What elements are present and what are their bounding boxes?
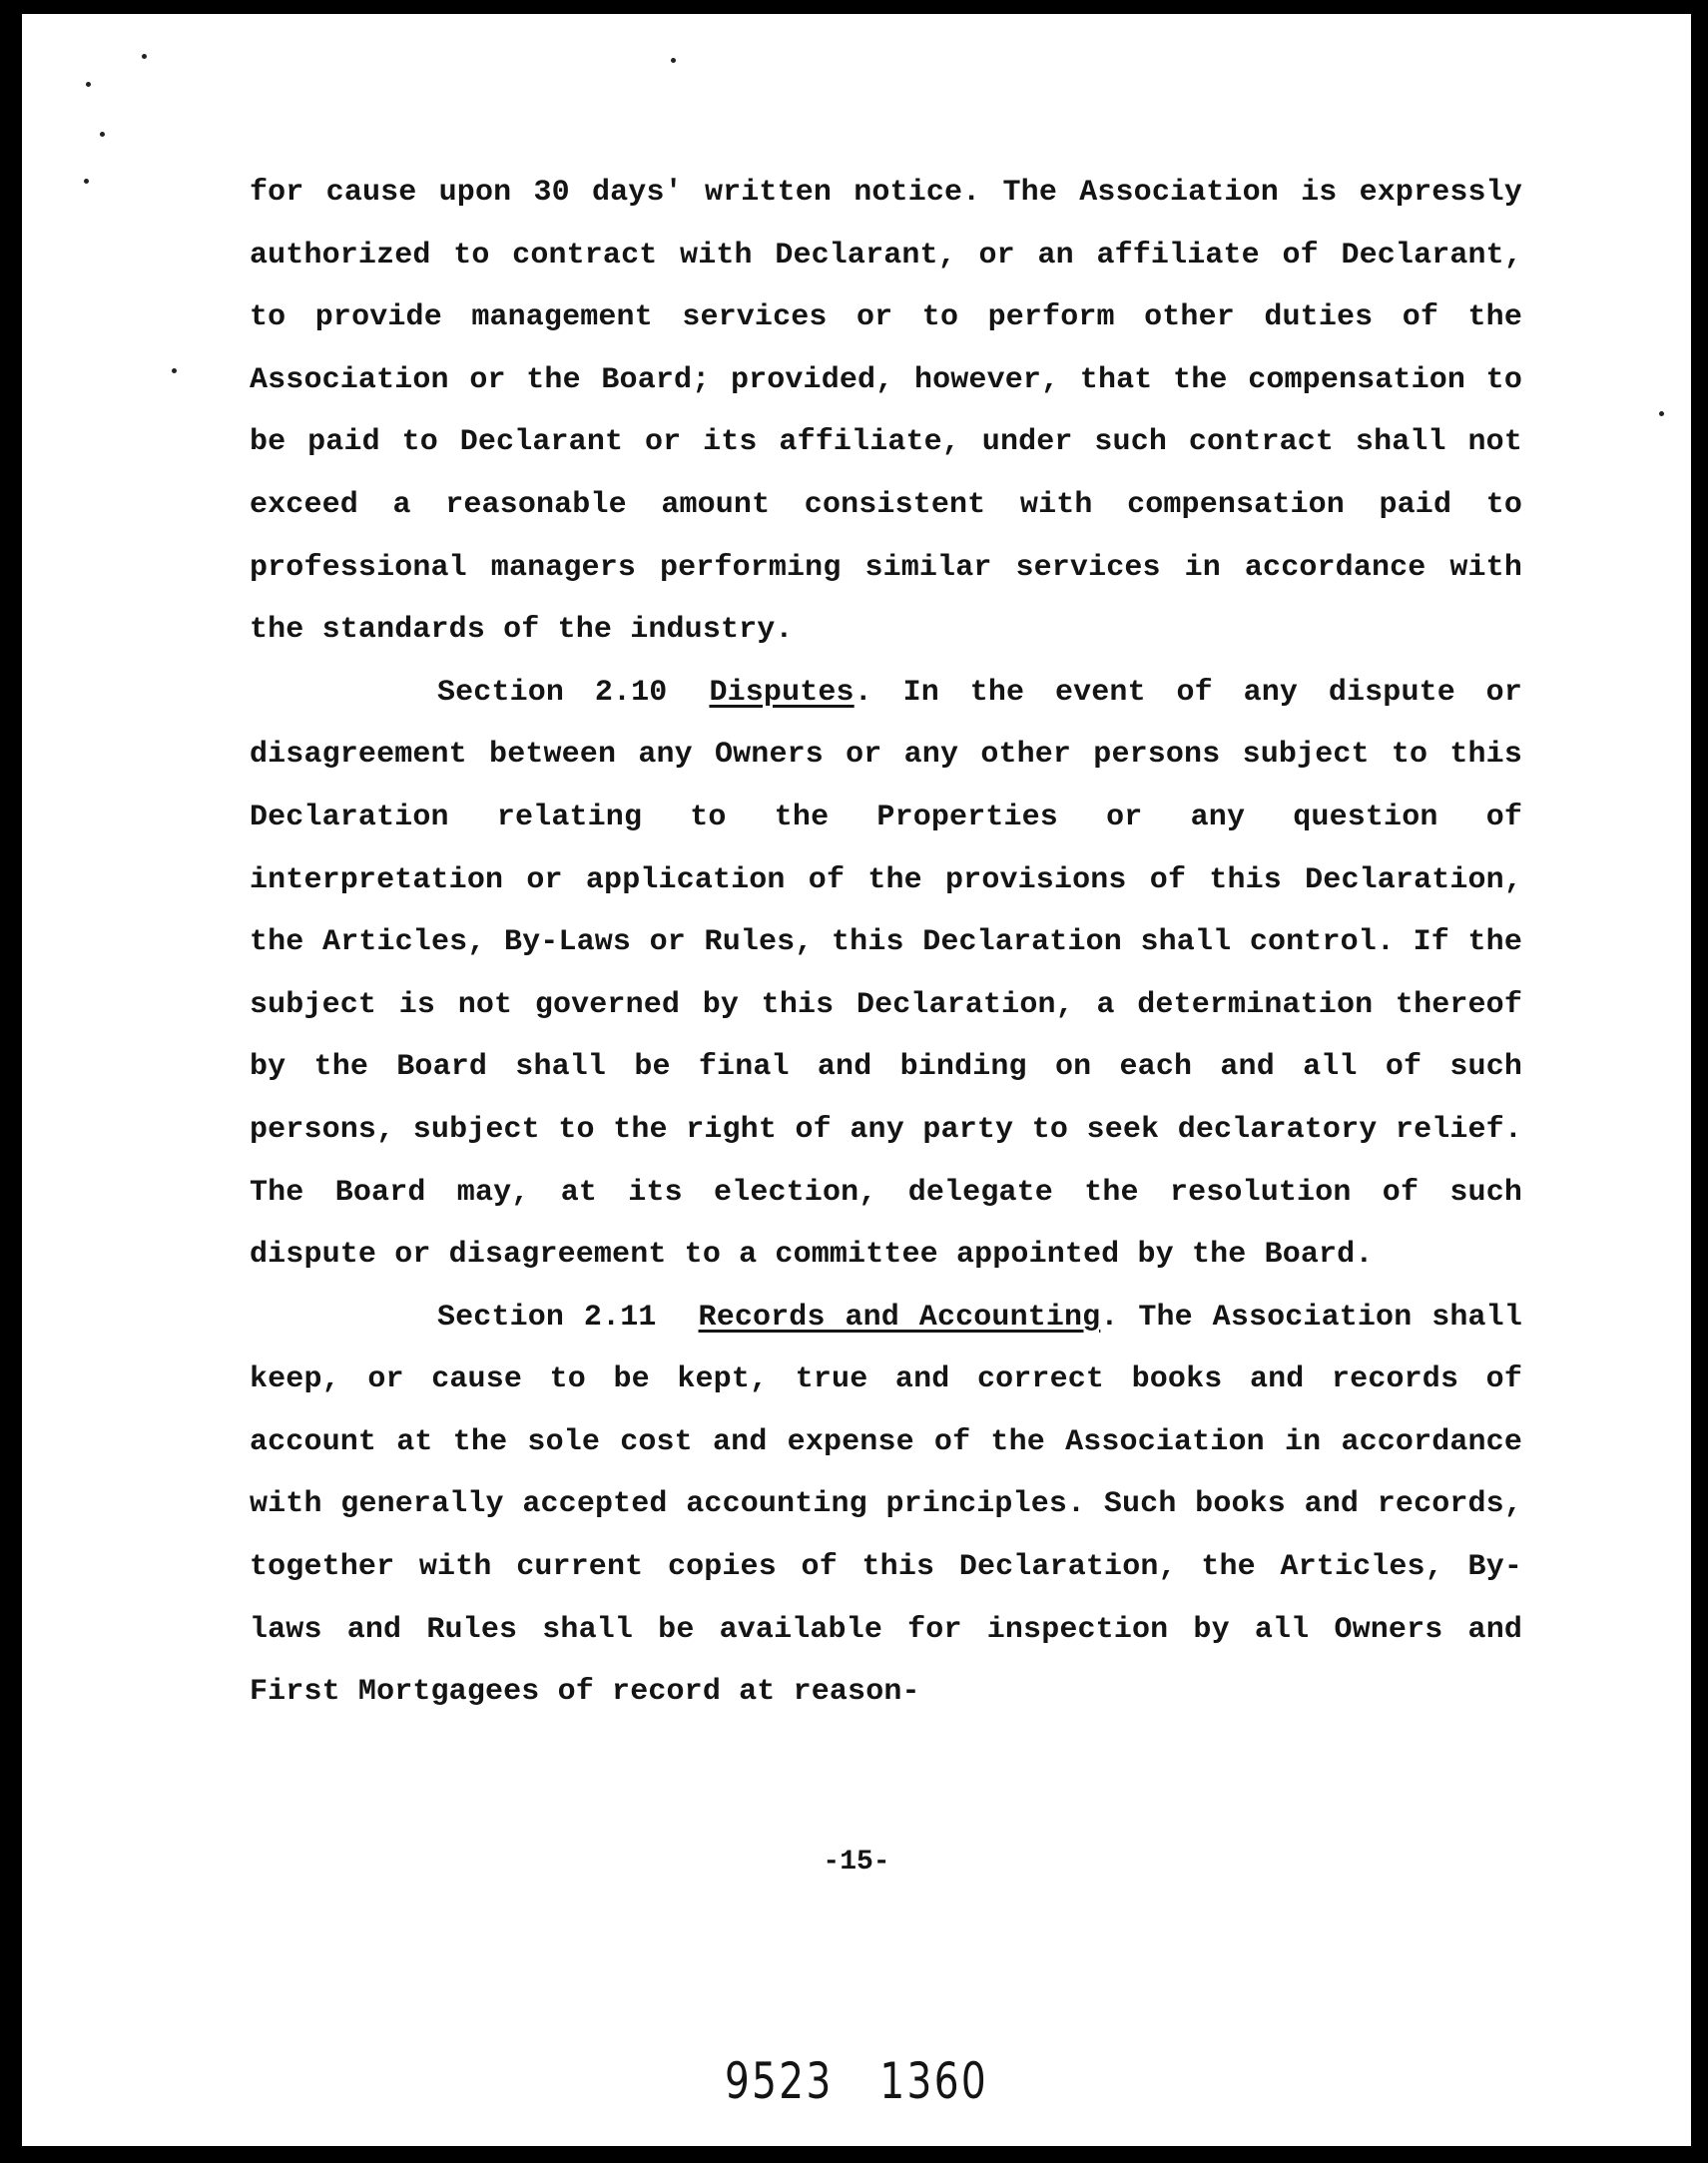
scan-speck	[1659, 411, 1664, 416]
scan-speck	[142, 54, 147, 59]
section-2-10	[250, 662, 1522, 1287]
stamp-right: 1360	[879, 2052, 989, 2110]
section-heading-records-and-accounting: Records and Accounting	[698, 1300, 1101, 1335]
scan-speck	[86, 82, 91, 87]
scan-speck	[84, 179, 89, 184]
section-heading-disputes: Disputes	[709, 675, 854, 710]
section-body: . In the event of any dispute or disagreement between any Owners or any other persons subject to this Declaration relating to the Properties or any question of interpretation or application of the provisions of this Declaration, the Articles, By-Laws or Rules, this Declaration shall control. If the subject is not governed by this Declaration, a determination thereof by the Board shall be final and binding on each and all of such persons, subject to the right of any party to seek declaratory relief. The Board may, at its election, delegate the resolution of such dispute or disagreement to a committee appointed by the Board.	[250, 675, 1522, 1273]
section-number: Section 2.10	[437, 675, 668, 710]
section-number: Section 2.11	[437, 1300, 657, 1335]
scan-speck	[172, 368, 177, 373]
document-body	[250, 162, 1522, 1724]
section-body: . The Association shall keep, or cause to be kept, true and correct books and records of account at the sole cost and expense of the Association in accordance with generally accepted accounting principles. Such books and records, together with current copies of this Declaration, the Articles, By-laws and Rules shall be available for inspection by all Owners and First Mortgagees of record at reason-	[250, 1300, 1522, 1710]
scan-speck	[100, 132, 105, 137]
scan-speck	[671, 58, 676, 63]
stamp-left: 9523	[724, 2052, 834, 2110]
document-page	[22, 14, 1691, 2146]
section-2-11	[250, 1287, 1522, 1724]
paragraph-continuation: for cause upon 30 days' written notice. The Association is expressly authorized to contract with Declarant, or an affiliate of Declarant, to provide management services or to perform other duties of the Association or the Board; provided, however, that the compensation to be paid to Declarant or its affiliate, under such contract shall not exceed a reasonable amount consistent with compensation paid to professional managers performing similar services in accordance with the standards of the industry.	[250, 176, 1522, 648]
document-stamp-number	[206, 2052, 1507, 2110]
page-number: -15-	[823, 1847, 890, 1878]
